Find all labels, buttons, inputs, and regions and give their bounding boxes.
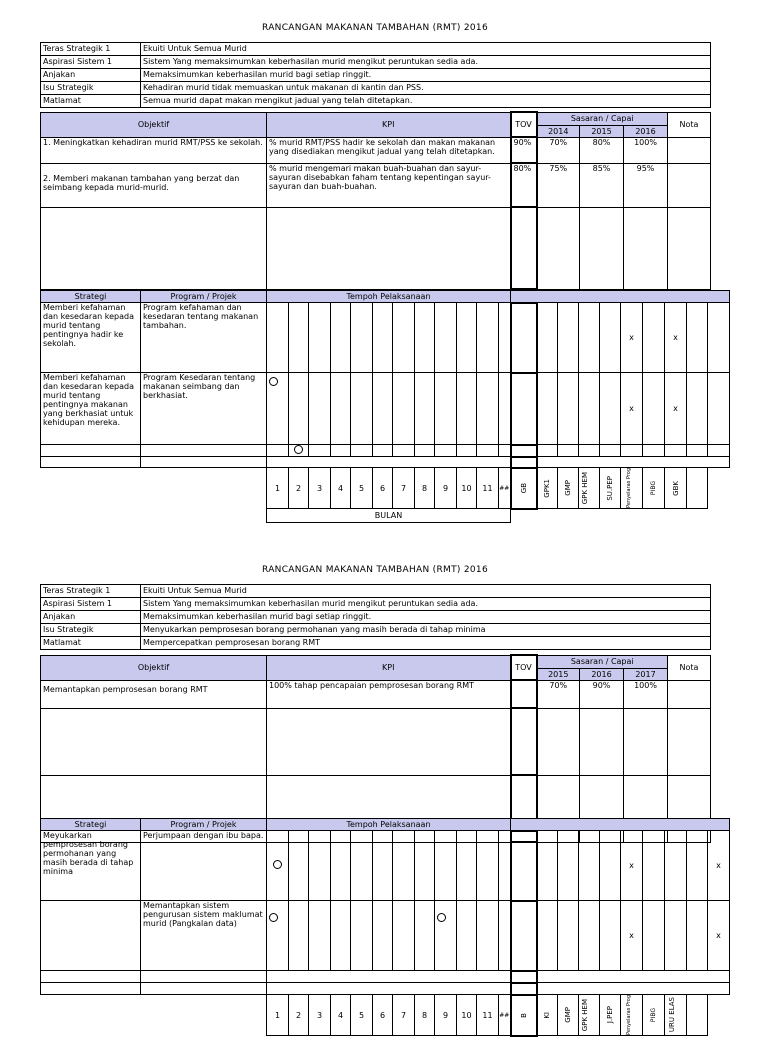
month-label: 10 — [457, 468, 477, 509]
schedule-circle-icon — [273, 860, 282, 869]
strategy-table — [40, 818, 730, 1037]
header-value: Ekuiti Untuk Semua Murid — [141, 585, 711, 598]
empty-cell — [141, 468, 267, 509]
empty-cell — [41, 708, 267, 775]
role-mark — [687, 901, 708, 971]
empty-cell — [668, 708, 711, 775]
role-cell — [687, 445, 708, 457]
band-filler — [511, 291, 730, 303]
target-value: 100% — [624, 680, 668, 708]
bulan-label: BULAN — [267, 509, 511, 523]
header-value: Ekuiti Untuk Semua Murid — [141, 43, 711, 56]
role-cell — [665, 445, 687, 457]
month-label: 4 — [331, 468, 351, 509]
target-value: 90% — [580, 680, 624, 708]
role-cell — [558, 445, 579, 457]
year-header: 2017 — [624, 668, 668, 680]
program-text: Memantapkan sistem pengurusan sistem maklumat murid (Pangkalan data) — [141, 901, 267, 971]
header-label: Matlamat — [41, 95, 141, 108]
month-label: 2 — [289, 468, 309, 509]
month-cell — [457, 901, 477, 971]
header-value: Menyukarkan pemprosesan borang permohanan yang masih berada di tahap minima — [141, 624, 711, 637]
role-mark: x — [708, 901, 730, 971]
tov-value: 90% — [511, 137, 537, 163]
month-cell — [331, 373, 351, 445]
empty-cell — [668, 207, 711, 289]
empty-cell — [624, 207, 668, 289]
empty-cell — [624, 708, 668, 775]
header-value: Memaksimumkan keberhasilan murid bagi setiap ringgit. — [141, 611, 711, 624]
month-cell — [499, 445, 511, 457]
month-cell — [457, 831, 477, 901]
month-cell — [373, 373, 393, 445]
header-value: Sistem Yang memaksimumkan keberhasilan murid mengikut peruntukan sedia ada. — [141, 56, 711, 69]
role-mark: x — [665, 373, 687, 445]
role-mark — [708, 373, 730, 445]
target-value: 75% — [537, 163, 580, 207]
month-cell — [477, 831, 499, 901]
header-label: Teras Strategik 1 — [41, 43, 141, 56]
month-cell — [477, 901, 499, 971]
header-label: Anjakan — [41, 611, 141, 624]
kpi-text: % murid mengemari makan buah-buahan dan sayur-sayuran disebabkan faham tentang kepentingan sayur-sayuran dan buah-buahan. — [267, 163, 511, 207]
role-cell — [579, 445, 600, 457]
month-cell — [393, 445, 415, 457]
nota-header: Nota — [668, 112, 711, 137]
tov-header: TOV — [511, 655, 537, 680]
role-mark — [643, 303, 665, 373]
target-value: 95% — [624, 163, 668, 207]
target-value: 100% — [624, 137, 668, 163]
empty-cell — [537, 708, 580, 775]
month-cell — [477, 373, 499, 445]
tov-cell — [511, 373, 537, 445]
month-cell — [351, 831, 373, 901]
strategy-text: Memberi kefahaman dan kesedaran kepada murid tentang pentingnya makanan yang berkhasiat untuk kehidupan mereka. — [41, 373, 141, 445]
role-label: Penyelaras Prog — [625, 995, 632, 1035]
month-cell — [309, 373, 331, 445]
month-label: ## — [499, 468, 511, 509]
month-cell — [477, 445, 499, 457]
strategy-text — [41, 901, 141, 971]
year-header: 2015 — [537, 668, 580, 680]
month-cell — [435, 831, 457, 901]
schedule-circle-icon — [437, 913, 446, 922]
empty-cell — [141, 445, 267, 457]
month-cell — [435, 901, 457, 971]
tov-cell — [511, 831, 537, 901]
empty-cell — [41, 457, 141, 468]
objektif-header: Objektif — [41, 112, 267, 137]
empty-cell — [537, 207, 580, 289]
kpi-text: % murid RMT/PSS hadir ke sekolah dan makan makanan yang disediakan mengikut jadual yang telah ditetapkan. — [267, 137, 511, 163]
month-cell — [457, 303, 477, 373]
month-cell — [267, 831, 289, 901]
objective-table — [40, 111, 711, 290]
header-value: Kehadiran murid tidak memuaskan untuk makanan di kantin dan PSS. — [141, 82, 711, 95]
month-label: 11 — [477, 995, 499, 1036]
role-mark — [558, 303, 579, 373]
nota-cell — [668, 163, 711, 207]
nota-header: Nota — [668, 655, 711, 680]
role-cell — [537, 445, 558, 457]
kpi-header: KPI — [267, 655, 511, 680]
empty-cell — [267, 207, 511, 289]
objective-text: Memantapkan pemprosesan borang RMT — [41, 680, 267, 708]
month-cell — [331, 901, 351, 971]
header-value: Memaksimumkan keberhasilan murid bagi setiap ringgit. — [141, 69, 711, 82]
role-mark — [687, 303, 708, 373]
role-mark: x — [621, 831, 643, 901]
month-cell — [415, 303, 435, 373]
role-mark — [558, 831, 579, 901]
role-cell — [708, 445, 730, 457]
empty-cell — [141, 971, 267, 983]
month-cell — [415, 445, 435, 457]
schedule-circle-icon — [269, 913, 278, 922]
role-mark — [643, 831, 665, 901]
month-cell — [331, 831, 351, 901]
tov-cell — [511, 303, 537, 373]
tov-header: TOV — [511, 112, 537, 137]
month-cell — [289, 831, 309, 901]
empty-cell — [511, 509, 730, 523]
month-cell — [415, 373, 435, 445]
role-label: PIBG — [649, 1007, 657, 1023]
header-label: Teras Strategik 1 — [41, 585, 141, 598]
month-cell — [289, 373, 309, 445]
role-label: GBK — [671, 480, 680, 496]
month-cell — [351, 445, 373, 457]
month-label: 8 — [415, 468, 435, 509]
target-value: 80% — [580, 137, 624, 163]
month-label: 11 — [477, 468, 499, 509]
month-cell — [267, 901, 289, 971]
empty-cell — [267, 457, 511, 468]
header-label: Aspirasi Sistem 1 — [41, 56, 141, 69]
month-label: 8 — [415, 995, 435, 1036]
header-label: Anjakan — [41, 69, 141, 82]
empty-cell — [267, 971, 511, 983]
tov-cell — [511, 457, 537, 468]
role-mark — [537, 303, 558, 373]
band-filler — [511, 819, 730, 831]
role-mark — [579, 303, 600, 373]
month-label: 4 — [331, 995, 351, 1036]
role-label: J.PEP — [606, 1006, 614, 1024]
month-label: 5 — [351, 995, 373, 1036]
month-cell — [351, 303, 373, 373]
month-cell — [499, 831, 511, 901]
role-cell — [643, 445, 665, 457]
objective-text: 1. Meningkatkan kehadiran murid RMT/PSS ke sekolah. — [41, 137, 267, 163]
month-label: 7 — [393, 995, 415, 1036]
header-label: Isu Strategik — [41, 624, 141, 637]
objective-table — [40, 654, 711, 843]
month-label: ## — [499, 995, 511, 1036]
role-label: SU.PEP — [606, 475, 614, 501]
month-cell — [309, 831, 331, 901]
role-mark — [687, 373, 708, 445]
nota-cell — [668, 137, 711, 163]
role-label: B — [519, 1012, 528, 1018]
month-cell — [393, 373, 415, 445]
role-mark — [665, 901, 687, 971]
empty-cell — [41, 509, 141, 523]
year-header: 2016 — [580, 668, 624, 680]
target-value: 70% — [537, 137, 580, 163]
kpi-header: KPI — [267, 112, 511, 137]
role-mark — [600, 303, 621, 373]
empty-cell — [537, 983, 730, 995]
empty-cell — [267, 983, 511, 995]
empty-cell — [511, 708, 537, 775]
role-cell — [600, 445, 621, 457]
month-label: 9 — [435, 995, 457, 1036]
strategy-text: Memberi kefahaman dan kesedaran kepada murid tentang pentingnya hadir ke sekolah. — [41, 303, 141, 373]
month-cell — [415, 901, 435, 971]
header-label: Matlamat — [41, 637, 141, 650]
empty-cell — [41, 983, 141, 995]
month-cell — [457, 373, 477, 445]
month-cell — [351, 373, 373, 445]
page-title: RANCANGAN MAKANAN TAMBAHAN (RMT) 2016 — [262, 23, 488, 33]
role-mark: x — [621, 901, 643, 971]
role-label: GPK HEM — [581, 998, 589, 1032]
role-mark — [600, 831, 621, 901]
empty-cell — [41, 971, 141, 983]
target-value: 85% — [580, 163, 624, 207]
tov-cell — [511, 983, 537, 995]
month-cell — [373, 901, 393, 971]
empty-cell — [580, 708, 624, 775]
month-label: 9 — [435, 468, 457, 509]
empty-cell — [141, 983, 267, 995]
tov-value: 80% — [511, 163, 537, 207]
program-text: Program Kesedaran tentang makanan seimbang dan berkhasiat. — [141, 373, 267, 445]
header-table — [40, 42, 711, 108]
role-mark — [579, 831, 600, 901]
empty-cell — [141, 509, 267, 523]
month-cell — [499, 373, 511, 445]
role-label: GPK1 — [543, 478, 552, 498]
page-title: RANCANGAN MAKANAN TAMBAHAN (RMT) 2016 — [262, 565, 488, 575]
tov-cell — [511, 901, 537, 971]
month-cell — [393, 303, 415, 373]
role-mark — [600, 901, 621, 971]
role-label: GPK HEM — [581, 471, 589, 505]
role-label: Penyelaras Prog — [625, 468, 632, 508]
month-cell — [267, 373, 289, 445]
empty-cell — [580, 207, 624, 289]
sasaran-header: Sasaran / Capai — [537, 655, 668, 668]
empty-cell — [41, 207, 267, 289]
role-mark — [643, 373, 665, 445]
tempoh-header: Tempoh Pelaksanaan — [267, 291, 511, 303]
month-label: 3 — [309, 468, 331, 509]
role-label: PIBG — [649, 480, 657, 496]
month-cell — [267, 445, 289, 457]
month-cell — [267, 303, 289, 373]
strategy-text: Meyukarkan pemprosesan borang permohanan yang masih berada di tahap minima — [41, 831, 141, 901]
month-cell — [373, 445, 393, 457]
header-label: Isu Strategik — [41, 82, 141, 95]
role-mark — [537, 373, 558, 445]
year-header: 2016 — [624, 125, 668, 137]
month-label: 3 — [309, 995, 331, 1036]
empty-cell — [267, 708, 511, 775]
month-cell — [309, 445, 331, 457]
program-text: Program kefahaman dan kesedaran tentang makanan tambahan. — [141, 303, 267, 373]
schedule-circle-icon — [294, 445, 303, 454]
nota-cell — [668, 680, 711, 708]
kpi-text: 100% tahap pencapaian pemprosesan borang RMT — [267, 680, 511, 708]
sasaran-header: Sasaran / Capai — [537, 112, 668, 125]
role-mark — [537, 831, 558, 901]
objektif-header: Objektif — [41, 655, 267, 680]
program-header: Program / Projek — [141, 819, 267, 831]
year-header: 2015 — [580, 125, 624, 137]
month-cell — [331, 445, 351, 457]
schedule-circle-icon — [269, 377, 278, 386]
strategy-table — [40, 290, 730, 523]
month-cell — [309, 303, 331, 373]
program-header: Program / Projek — [141, 291, 267, 303]
empty-cell — [537, 971, 730, 983]
month-cell — [373, 303, 393, 373]
empty-cell — [41, 468, 141, 509]
empty-cell — [41, 445, 141, 457]
month-label: 10 — [457, 995, 477, 1036]
month-label: 7 — [393, 468, 415, 509]
role-label: KI — [543, 1011, 552, 1019]
role-mark — [643, 901, 665, 971]
month-cell — [393, 831, 415, 901]
empty-cell — [41, 995, 141, 1036]
role-label: GMP — [564, 1007, 572, 1023]
month-cell — [289, 901, 309, 971]
month-cell — [477, 303, 499, 373]
month-cell — [457, 445, 477, 457]
empty-cell — [141, 995, 267, 1036]
strategi-header: Strategi — [41, 291, 141, 303]
empty-cell — [511, 207, 537, 289]
month-cell — [289, 303, 309, 373]
month-cell — [309, 901, 331, 971]
month-cell — [393, 901, 415, 971]
month-cell — [435, 445, 457, 457]
role-mark: x — [621, 373, 643, 445]
tempoh-header: Tempoh Pelaksanaan — [267, 819, 511, 831]
empty-cell — [537, 457, 730, 468]
year-header: 2014 — [537, 125, 580, 137]
role-mark — [708, 303, 730, 373]
tov-cell — [511, 445, 537, 457]
role-mark — [558, 373, 579, 445]
role-mark — [558, 901, 579, 971]
role-cell — [621, 445, 643, 457]
role-mark — [579, 901, 600, 971]
month-cell — [499, 303, 511, 373]
header-label: Aspirasi Sistem 1 — [41, 598, 141, 611]
role-mark — [600, 373, 621, 445]
role-mark — [537, 901, 558, 971]
month-cell — [499, 901, 511, 971]
header-table — [40, 584, 711, 650]
month-label: 2 — [289, 995, 309, 1036]
month-cell — [435, 303, 457, 373]
role-mark — [665, 831, 687, 901]
role-mark — [687, 831, 708, 901]
month-label: 5 — [351, 468, 373, 509]
month-label: 6 — [373, 468, 393, 509]
month-label: 1 — [267, 995, 289, 1036]
role-mark — [579, 373, 600, 445]
objective-text: 2. Memberi makanan tambahan yang berzat dan seimbang kepada murid-murid. — [41, 163, 267, 207]
month-cell — [331, 303, 351, 373]
role-label: GMP — [564, 480, 572, 496]
empty-cell — [141, 457, 267, 468]
header-value: Mempercepatkan pemprosesan borang RMT — [141, 637, 711, 650]
month-label: 1 — [267, 468, 289, 509]
role-label: GB — [519, 482, 528, 494]
month-cell — [415, 831, 435, 901]
header-value: Sistem Yang memaksimumkan keberhasilan murid mengikut peruntukan sedia ada. — [141, 598, 711, 611]
month-cell — [351, 901, 373, 971]
strategi-header: Strategi — [41, 819, 141, 831]
tov-cell — [511, 971, 537, 983]
program-text: Perjumpaan dengan ibu bapa. — [141, 831, 267, 901]
tov-value — [511, 680, 537, 708]
role-mark: x — [621, 303, 643, 373]
month-cell — [435, 373, 457, 445]
month-cell — [373, 831, 393, 901]
header-value: Semua murid dapat makan mengikut jadual yang telah ditetapkan. — [141, 95, 711, 108]
role-mark: x — [665, 303, 687, 373]
month-label: 6 — [373, 995, 393, 1036]
role-label: URU ELAS — [667, 997, 676, 1033]
role-mark: x — [708, 831, 730, 901]
target-value: 70% — [537, 680, 580, 708]
month-cell — [289, 445, 309, 457]
